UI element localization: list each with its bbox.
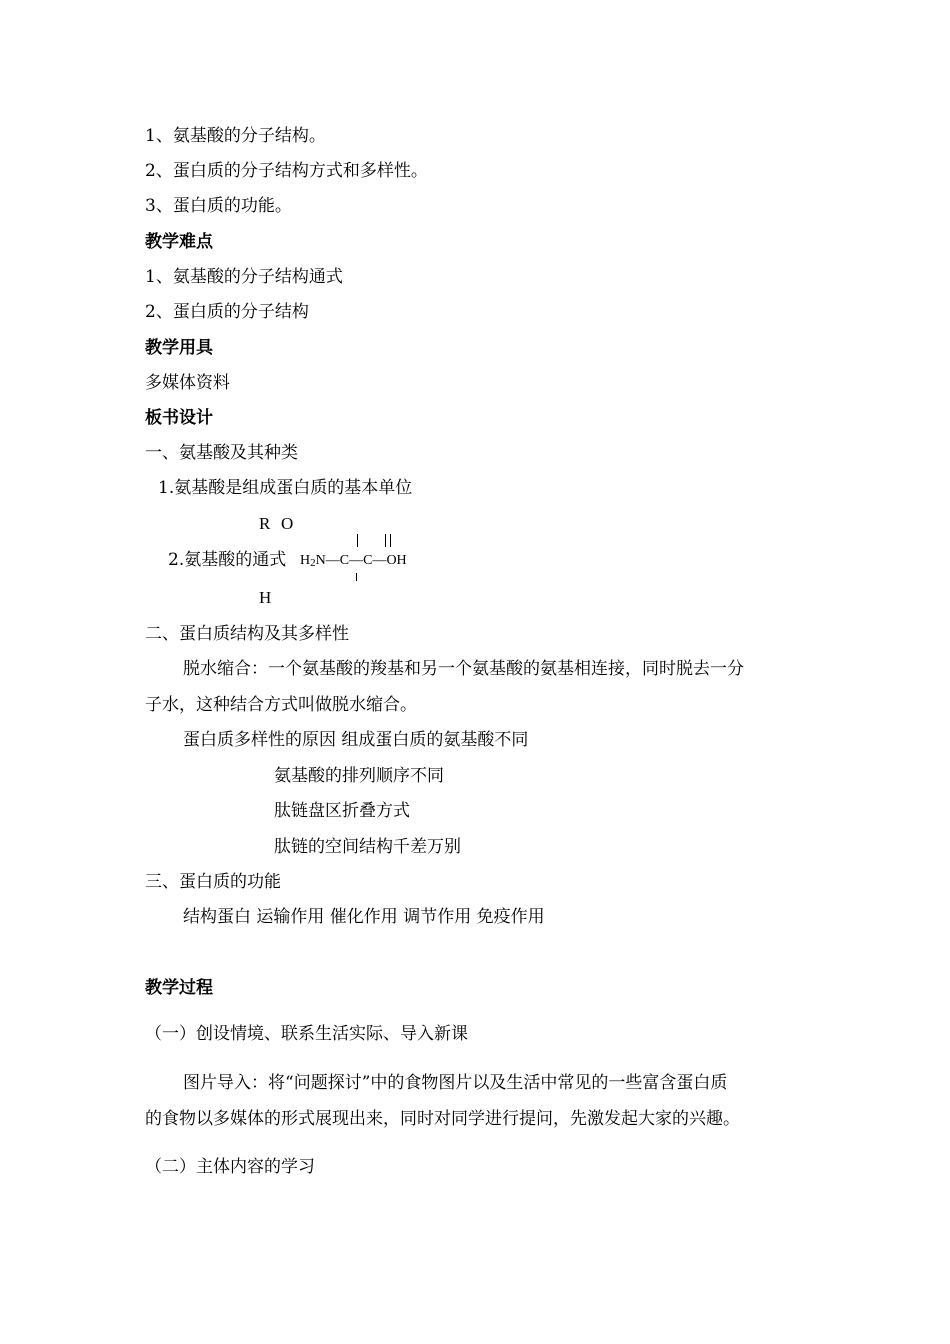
formula-bond-1: — (325, 553, 340, 568)
process-heading: 教学过程 (145, 978, 213, 998)
board-section-1-item-1: 1.氨基酸是组成蛋白质的基本单位 (158, 478, 413, 498)
formula-bond-c-o-a (385, 534, 386, 547)
dehydration-line-1: 脱水缩合：一个氨基酸的羧基和另一个氨基酸的氨基相连接，同时脱去一分 (183, 659, 744, 679)
diversity-reason-3: 肽链的空间结构千差万别 (274, 837, 461, 857)
formula-o: O (281, 514, 294, 533)
formula-label: 2.氨基酸的通式 (168, 550, 287, 570)
key-point-3: 3、蛋白质的功能。 (145, 196, 292, 216)
process-step-1-text-2: 的食物以多媒体的形式展现出来，同时对同学进行提问，先激发起大家的兴趣。 (145, 1109, 740, 1129)
diversity-reason-2: 肽链盘区折叠方式 (274, 801, 410, 821)
process-step-1-text-1: 图片导入：将“问题探讨”中的食物图片以及生活中常见的一些富含蛋白质 (183, 1073, 728, 1093)
formula-chain (300, 549, 407, 575)
diversity-reason-heading: 蛋白质多样性的原因 组成蛋白质的氨基酸不同 (183, 730, 529, 750)
process-step-1-title: （一）创设情境、联系生活实际、导入新课 (145, 1024, 468, 1044)
board-section-1-title: 一、氨基酸及其种类 (145, 443, 298, 463)
key-point-2: 2、蛋白质的分子结构方式和多样性。 (145, 161, 428, 181)
formula-subscript: 2 (310, 557, 316, 569)
formula-r: R (259, 514, 271, 533)
formula-c1: C (339, 553, 350, 568)
board-section-2-title: 二、蛋白质结构及其多样性 (145, 624, 349, 644)
board-heading: 板书设计 (145, 408, 213, 428)
formula-bond-c-r (357, 534, 358, 547)
difficulty-1: 1、氨基酸的分子结构通式 (145, 267, 343, 287)
key-point-1: 1、氨基酸的分子结构。 (145, 126, 326, 146)
dehydration-line-2: 子水，这种结合方式叫做脱水缩合。 (145, 695, 417, 715)
formula-bottom-h: H (259, 588, 272, 607)
formula-n: N (315, 553, 326, 568)
process-step-2-title: （二）主体内容的学习 (145, 1157, 315, 1177)
diversity-reason-1: 氨基酸的排列顺序不同 (274, 766, 444, 786)
formula-oh: OH (386, 553, 407, 568)
tools-text: 多媒体资料 (145, 373, 230, 393)
formula-bond-3: — (372, 553, 387, 568)
formula-bond-2: — (349, 553, 364, 568)
protein-functions: 结构蛋白 运输作用 催化作用 调节作用 免疫作用 (183, 907, 545, 927)
formula-h: H (300, 553, 311, 568)
board-section-3-title: 三、蛋白质的功能 (145, 872, 281, 892)
difficulty-2: 2、蛋白质的分子结构 (145, 302, 309, 322)
formula-c2: C (363, 553, 373, 568)
formula-bond-c-h (356, 573, 357, 581)
difficulty-heading: 教学难点 (145, 232, 213, 252)
tools-heading: 教学用具 (145, 338, 213, 358)
formula-bond-c-o-b (390, 534, 391, 547)
